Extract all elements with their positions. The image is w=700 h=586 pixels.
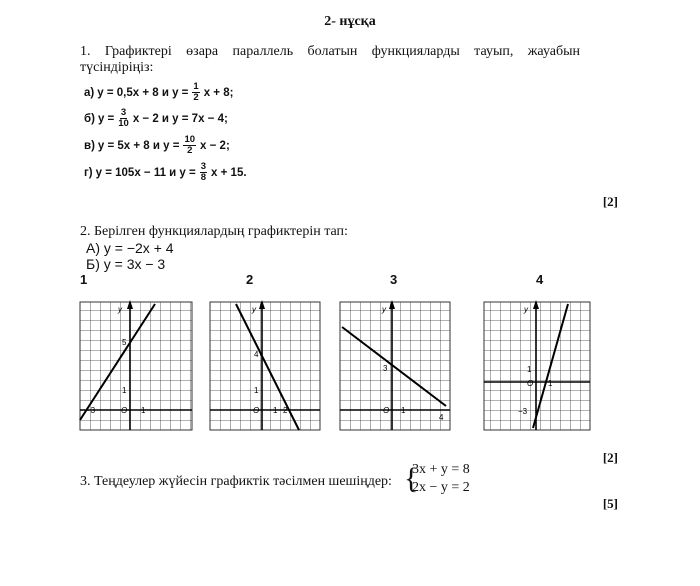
graph-number-4: 4 — [536, 272, 544, 287]
graph-3-origin: O — [383, 406, 390, 415]
graph-2-tick-1: 1 — [254, 386, 259, 395]
graph-3-tick-x1: 1 — [401, 406, 406, 415]
graph-3 — [340, 300, 450, 430]
graph-2 — [210, 300, 320, 430]
task3-text: 3. Теңдеулер жүйесін графиктік тәсілмен шешіңдер: — [80, 474, 392, 489]
graph-2-origin: O — [253, 406, 260, 415]
task1-score: [2] — [602, 194, 618, 209]
graph-4-tick-neg3: −3 — [518, 407, 528, 416]
graph-1 — [80, 300, 192, 430]
fraction: $\frac{3}{8}$ — [200, 161, 207, 183]
graph-number-1: 1 — [80, 272, 88, 287]
graph-3-tick-x4: 4 — [439, 413, 444, 422]
graph-1-y-label: y — [118, 305, 122, 314]
graph-1-origin: O — [121, 406, 128, 415]
graph-1-tick-5: 5 — [122, 338, 127, 347]
task1-item-a: а) y = 0,5x + 8 и y = $\frac{1}{2}$ x + 8; — [84, 81, 234, 103]
graph-2-y-label: y — [252, 305, 256, 314]
graph-2-tick-4: 4 — [254, 350, 259, 359]
graph-1-tick-1: 1 — [122, 386, 127, 395]
task2-score: [2] — [602, 450, 618, 465]
graph-number-3: 3 — [390, 272, 398, 287]
graph-4 — [484, 300, 590, 430]
graph-4-origin: O — [527, 379, 534, 388]
task3-score: [5] — [602, 496, 618, 511]
graph-2-tick-x2: 2 — [283, 406, 288, 415]
graph-4-tick-x1: 1 — [548, 379, 553, 388]
fraction: $\frac{1}{2}$ — [193, 81, 199, 103]
equation-2: 2x − y = 2 — [412, 480, 470, 495]
fraction: $\frac{3}{10}$ — [118, 107, 129, 129]
fraction: $\frac{10}{2}$ — [184, 134, 196, 156]
graph-4-tick-1: 1 — [527, 365, 532, 374]
graph-number-2: 2 — [246, 272, 254, 287]
graph-2-tick-x1: 1 — [273, 406, 278, 415]
graph-4-y-label: y — [524, 305, 528, 314]
task1-item-b: б) y = $\frac{3}{10}$ x − 2 и y = 7x − 4; — [84, 107, 228, 129]
task2-text: 2. Берілген функциялардың графиктерін тап: — [80, 224, 348, 239]
graph-1-tick-neg3: −3 — [86, 406, 96, 415]
task2-option-a: А) y = −2x + 4 — [86, 240, 174, 256]
graph-3-y-label: y — [382, 305, 386, 314]
variant-title: 2- нұсқа — [324, 14, 376, 29]
graph-3-tick-3: 3 — [383, 364, 388, 373]
task1-item-c: в) y = 5x + 8 и y = $\frac{10}{2}$ x − 2; — [84, 134, 230, 156]
task2-option-b: Б) y = 3x − 3 — [86, 256, 166, 272]
graph-1-tick-x1: 1 — [141, 406, 146, 415]
task1-item-d: г) y = 105x − 11 и y = $\frac{3}{8}$ x + 15. — [84, 161, 247, 183]
equation-1: 3x + y = 8 — [412, 462, 470, 477]
task1-text: 1. Графиктері өзара параллель болатын функцияларды тауып, жауабын түсіндіріңіз: — [80, 44, 580, 75]
brace-icon: { — [404, 462, 419, 495]
